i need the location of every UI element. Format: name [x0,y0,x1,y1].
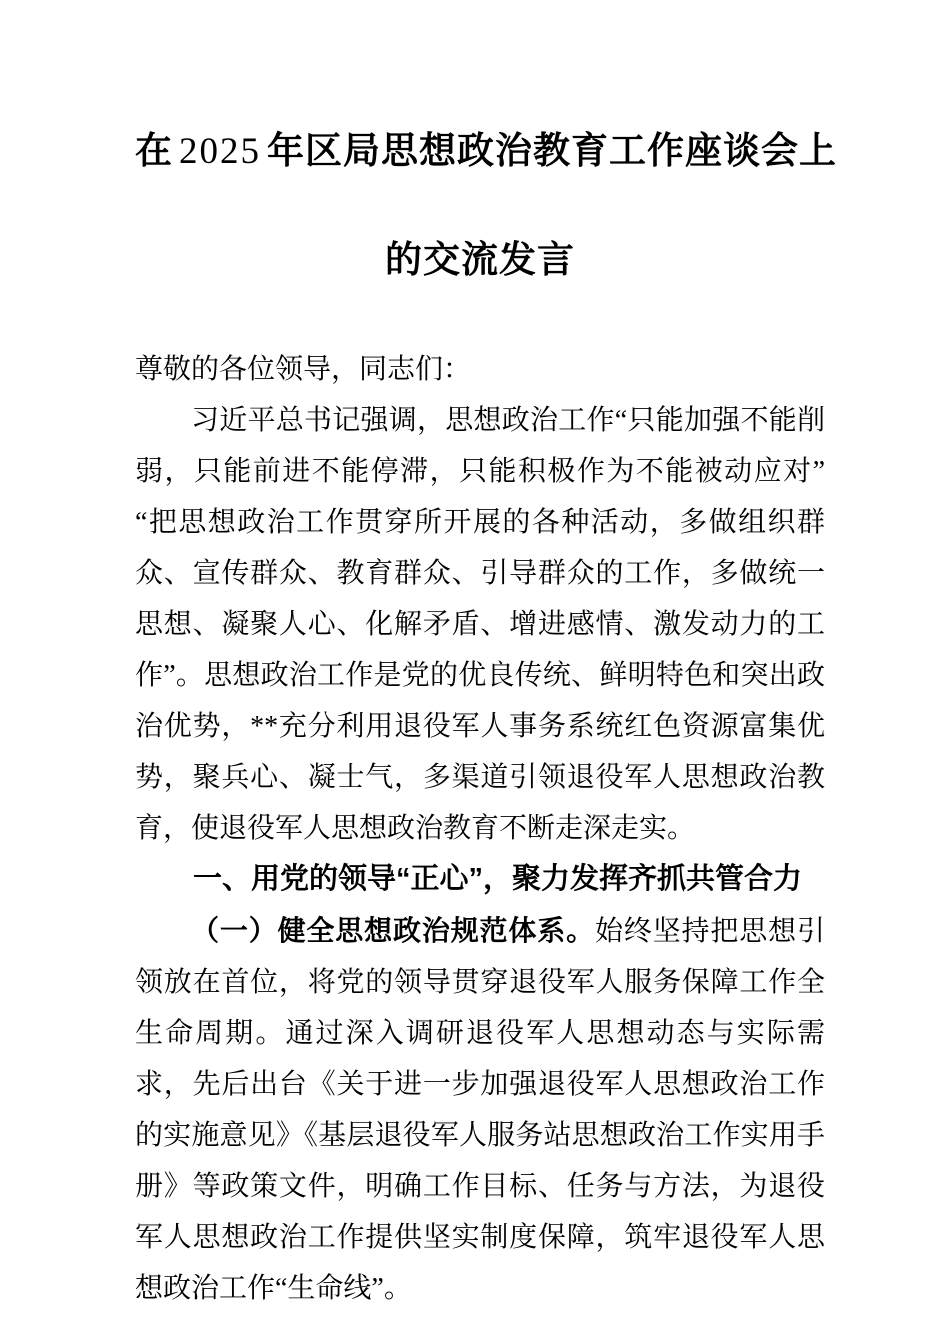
section-1-1-paragraph [135,905,825,1314]
title-line-1-suffix: 年区局思想政治教育工作座谈会上 [267,130,837,171]
document-title [135,97,837,314]
section-1-1-text: 始终坚持把思想引领放在首位，将党的领导贯穿退役军人服务保障工作全生命周期。通过深入调研退役军人思想动态与实际需求，先后出台《关于进一步加强退役军人思想政治工作的实施意见》《基层退役军人服务站思想政治工作实用手册》等政策文件，明确工作目标、任务与方法，为退役军人思想政治工作提供坚实制度保障，筑牢退役军人思想政治工作“生命线”。 [135,916,825,1304]
intro-paragraph: 习近平总书记强调，思想政治工作“只能加强不能削弱，只能前进不能停滞，只能积极作为不能被动应对” “把思想政治工作贯穿所开展的各种活动，多做组织群众、宣传群众、教育群众、引导群众的工作，多做统一思想、凝聚人心、化解矛盾、增进感情、激发动力的工作”。思想政治工作是党的优良传统、鲜明特色和突出政治优势，**充分利用退役军人事务系统红色资源富集优势，聚兵心、凝士气，多渠道引领退役军人思想政治教育，使退役军人思想政治教育不断走深走实。 [135,405,825,844]
title-line-2: 的交流发言 [385,239,575,280]
title-line-1 [135,97,837,206]
title-line-1-prefix: 在 [135,130,173,171]
section-1-heading: 一、用党的领导“正心”，聚力发挥齐抓共管合力 [193,863,803,895]
title-year: 2025 [179,131,261,172]
salutation: 尊敬的各位领导，同志们： [135,354,472,385]
section-1-1-lead: （一）健全思想政治规范体系。 [191,915,595,946]
document-body [135,344,825,1314]
